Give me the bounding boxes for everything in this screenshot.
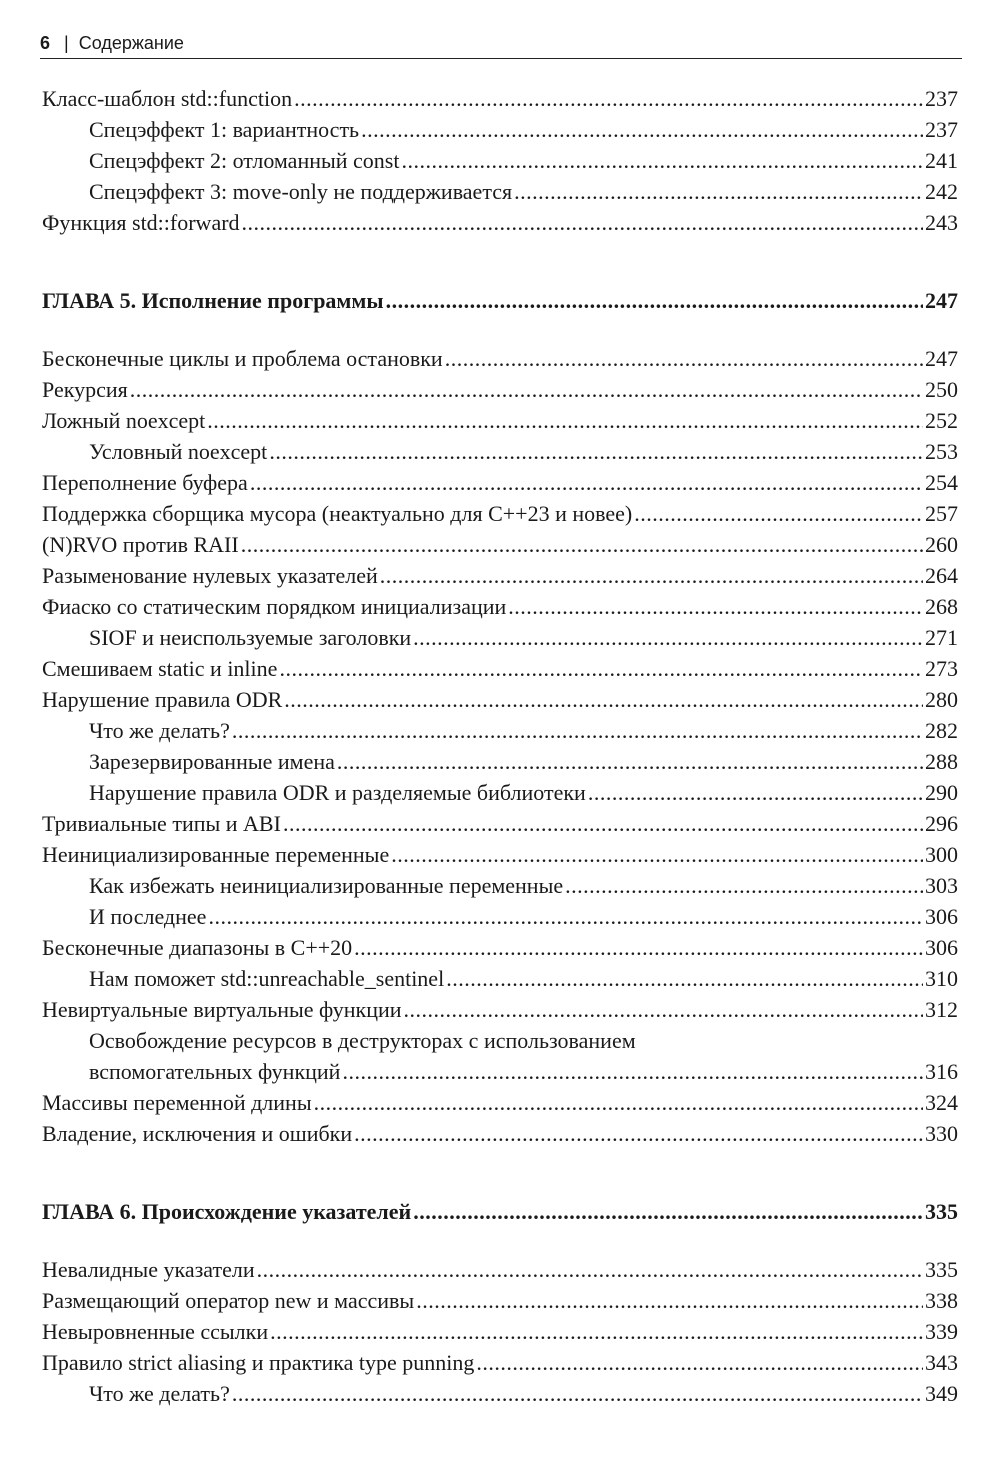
toc-entry-page: 335 xyxy=(925,1257,958,1282)
dot-leader xyxy=(232,1378,923,1409)
toc-entry[interactable] xyxy=(42,932,958,963)
toc-entry-page: 260 xyxy=(925,532,958,557)
dot-leader xyxy=(242,207,923,238)
dot-leader xyxy=(445,343,923,374)
toc-entry[interactable] xyxy=(42,560,958,591)
toc-entry-title: Условный noexcept xyxy=(89,439,268,464)
toc-entry[interactable] xyxy=(42,963,958,994)
dot-leader xyxy=(446,963,923,994)
toc-entry-title: Смешиваем static и inline xyxy=(42,656,278,681)
toc-entry-page: 253 xyxy=(925,439,958,464)
toc-entry-page: 257 xyxy=(925,501,958,526)
dot-leader xyxy=(413,622,923,653)
toc-entry-page: 306 xyxy=(925,904,958,929)
toc-entry[interactable] xyxy=(42,1285,958,1316)
toc-entry-page: 282 xyxy=(925,718,958,743)
toc-entry-title: Рекурсия xyxy=(42,377,128,402)
dot-leader xyxy=(257,1254,923,1285)
toc-entry[interactable] xyxy=(42,746,958,777)
toc-entry-page: 237 xyxy=(925,86,958,111)
toc-entry[interactable] xyxy=(42,684,958,715)
dot-leader xyxy=(284,684,923,715)
toc-entry-title: Что же делать? xyxy=(89,1381,230,1406)
toc-entry-title: Переполнение буфера xyxy=(42,470,248,495)
dot-leader xyxy=(208,901,923,932)
dot-leader xyxy=(279,653,923,684)
toc-entry-title: Невыровненные ссылки xyxy=(42,1319,269,1344)
dot-leader xyxy=(250,467,923,498)
toc-block-1 xyxy=(42,83,958,238)
toc-entry[interactable] xyxy=(42,777,958,808)
toc-entry-page: 300 xyxy=(925,842,958,867)
dot-leader xyxy=(314,1087,923,1118)
toc-entry-title: Бесконечные циклы и проблема остановки xyxy=(42,346,443,371)
dot-leader xyxy=(508,591,923,622)
dot-leader xyxy=(354,932,923,963)
toc-block-2 xyxy=(42,343,958,1025)
toc-entry-title: Невиртуальные виртуальные функции xyxy=(42,997,402,1022)
toc-entry[interactable] xyxy=(42,145,958,176)
toc-entry-page: 241 xyxy=(925,148,958,173)
chapter-page: 247 xyxy=(925,288,958,313)
toc-entry-page: 237 xyxy=(925,117,958,142)
header-separator: | xyxy=(64,33,69,53)
toc-block-4 xyxy=(42,1254,958,1409)
toc-entry-title: Невалидные указатели xyxy=(42,1257,255,1282)
toc-entry-page: 306 xyxy=(925,935,958,960)
toc-entry-title: Нарушение правила ODR xyxy=(42,687,283,712)
toc-entry-title: И последнее xyxy=(89,904,207,929)
toc-entry-page: 303 xyxy=(925,873,958,898)
toc-entry-title: Нарушение правила ODR и разделяемые библиотеки xyxy=(89,780,586,805)
toc-entry-page: 324 xyxy=(925,1090,958,1115)
toc-entry-title: Разыменование нулевых указателей xyxy=(42,563,378,588)
dot-leader xyxy=(476,1347,923,1378)
chapter-5-heading[interactable] xyxy=(42,285,958,316)
toc-entry-title: Нам поможет std::unreachable_sentinel xyxy=(89,966,445,991)
toc-entry[interactable] xyxy=(42,374,958,405)
dot-leader xyxy=(232,715,923,746)
dot-leader xyxy=(386,285,923,316)
toc-entry[interactable] xyxy=(42,114,958,145)
toc-entry-title: Тривиальные типы и ABI xyxy=(42,811,281,836)
toc-entry-page: 254 xyxy=(925,470,958,495)
dot-leader xyxy=(416,1285,923,1316)
dot-leader xyxy=(413,1196,923,1227)
toc-entry-title-line-2: вспомогательных функций xyxy=(89,1059,341,1084)
toc-entry-title: Размещающий оператор new и массивы xyxy=(42,1288,415,1313)
dot-leader xyxy=(294,83,923,114)
toc-entry[interactable] xyxy=(42,405,958,436)
dot-leader xyxy=(342,1056,923,1087)
toc-entry-title: Фиаско со статическим порядком инициализации xyxy=(42,594,507,619)
toc-entry-page: 339 xyxy=(925,1319,958,1344)
toc-entry-page: 252 xyxy=(925,408,958,433)
toc-entry-title: Массивы переменной длины xyxy=(42,1090,312,1115)
toc-entry-title: Правило strict aliasing и практика type punning xyxy=(42,1350,475,1375)
toc-entry-page: 310 xyxy=(925,966,958,991)
toc-entry-wrapped[interactable] xyxy=(42,1025,958,1087)
toc-entry[interactable] xyxy=(42,436,958,467)
chapter-title: ГЛАВА 6. Происхождение указателей xyxy=(42,1199,412,1224)
toc-entry-page: 250 xyxy=(925,377,958,402)
toc-entry-title: (N)RVO против RAII xyxy=(42,532,239,557)
toc-entry[interactable] xyxy=(42,622,958,653)
toc-entry-page: 268 xyxy=(925,594,958,619)
chapter-title: ГЛАВА 5. Исполнение программы xyxy=(42,288,384,313)
toc-entry[interactable] xyxy=(42,901,958,932)
dot-leader xyxy=(401,145,923,176)
toc-entry-page: 290 xyxy=(925,780,958,805)
toc-entry[interactable] xyxy=(42,591,958,622)
toc-entry[interactable] xyxy=(42,808,958,839)
toc-entry-page: 330 xyxy=(925,1121,958,1146)
toc-entry[interactable] xyxy=(42,498,958,529)
dot-leader xyxy=(404,994,923,1025)
dot-leader xyxy=(514,176,923,207)
toc-block-3 xyxy=(42,1087,958,1149)
toc-entry-page: 343 xyxy=(925,1350,958,1375)
toc-entry-title: Владение, исключения и ошибки xyxy=(42,1121,353,1146)
dot-leader xyxy=(270,1316,923,1347)
dot-leader xyxy=(130,374,923,405)
toc-entry-title: SIOF и неиспользуемые заголовки xyxy=(89,625,412,650)
toc-entry-title: Неинициализированные переменные xyxy=(42,842,390,867)
header-title: Содержание xyxy=(78,33,184,53)
toc-entry[interactable] xyxy=(42,653,958,684)
toc-entry[interactable] xyxy=(42,83,958,114)
toc-entry[interactable] xyxy=(42,1347,958,1378)
toc-entry-page: 280 xyxy=(925,687,958,712)
toc-entry[interactable] xyxy=(42,1316,958,1347)
dot-leader xyxy=(283,808,923,839)
dot-leader xyxy=(380,560,923,591)
toc-entry-page: 288 xyxy=(925,749,958,774)
toc-entry-title: Бесконечные диапазоны в C++20 xyxy=(42,935,353,960)
dot-leader xyxy=(337,746,923,777)
dot-leader xyxy=(354,1118,923,1149)
toc-entry-page: 338 xyxy=(925,1288,958,1313)
toc-entry-title: Класс-шаблон std::function xyxy=(42,86,293,111)
dot-leader xyxy=(565,870,923,901)
toc-entry[interactable] xyxy=(42,715,958,746)
toc-entry-page: 296 xyxy=(925,811,958,836)
toc-entry[interactable] xyxy=(42,467,958,498)
toc-entry-title: Спецэффект 2: отломанный const xyxy=(89,148,400,173)
toc-entry-title: Функция std::forward xyxy=(42,210,240,235)
toc-entry-title-line-1: Освобождение ресурсов в деструкторах с использованием xyxy=(89,1028,636,1053)
chapter-page: 335 xyxy=(925,1199,958,1224)
toc-entry[interactable] xyxy=(42,994,958,1025)
toc-entry-title: Спецэффект 1: вариантность xyxy=(89,117,360,142)
toc-entry[interactable] xyxy=(42,1118,958,1149)
toc-entry-page: 264 xyxy=(925,563,958,588)
page-number: 6 xyxy=(40,33,51,53)
dot-leader xyxy=(391,839,923,870)
toc-entry[interactable] xyxy=(42,1087,958,1118)
toc-entry-page: 271 xyxy=(925,625,958,650)
toc-entry-page: 243 xyxy=(925,210,958,235)
toc-entry-title: Зарезервированные имена xyxy=(89,749,335,774)
running-header xyxy=(40,30,962,59)
dot-leader xyxy=(269,436,923,467)
toc-entry-page: 316 xyxy=(925,1059,958,1084)
dot-leader xyxy=(361,114,923,145)
dot-leader xyxy=(634,498,923,529)
toc-entry[interactable] xyxy=(42,529,958,560)
toc-entry-title: Ложный noexcept xyxy=(42,408,206,433)
toc-entry[interactable] xyxy=(42,1254,958,1285)
toc-entry-title: Как избежать неинициализированные переменные xyxy=(89,873,564,898)
toc-entry-page: 273 xyxy=(925,656,958,681)
toc-entry[interactable] xyxy=(42,839,958,870)
toc-entry[interactable] xyxy=(42,870,958,901)
toc-entry-page: 312 xyxy=(925,997,958,1022)
chapter-6-heading[interactable] xyxy=(42,1196,958,1227)
toc-entry-title: Что же делать? xyxy=(89,718,230,743)
dot-leader xyxy=(241,529,923,560)
dot-leader xyxy=(588,777,923,808)
dot-leader xyxy=(207,405,923,436)
toc-entry[interactable] xyxy=(42,176,958,207)
toc-entry-page: 242 xyxy=(925,179,958,204)
table-of-contents xyxy=(42,83,958,1409)
toc-entry[interactable] xyxy=(42,207,958,238)
toc-entry-title: Поддержка сборщика мусора (неактуально для C++23 и новее) xyxy=(42,501,633,526)
toc-entry[interactable] xyxy=(42,343,958,374)
toc-entry-page: 349 xyxy=(925,1381,958,1406)
toc-entry[interactable] xyxy=(42,1378,958,1409)
toc-entry-title: Спецэффект 3: move-only не поддерживается xyxy=(89,179,513,204)
toc-entry-page: 247 xyxy=(925,346,958,371)
